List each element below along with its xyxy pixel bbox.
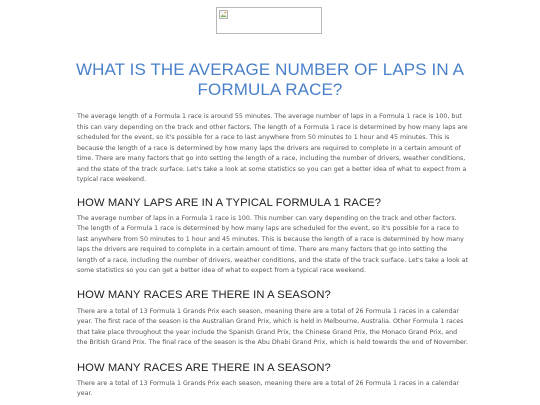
section-paragraph: There are a total of 13 Formula 1 Grands Prix each season, meaning there are a total of 26 Formula 1 races in a calendar year.: [77, 379, 460, 397]
section-paragraph: There are a total of 13 Formula 1 Grands Prix each season, meaning there are a total of 26 Formula 1 races in a calendar year. The first race of the season is the Australian Grand Prix, which is held in Melbourne, Australia. Other Formula 1 races that take place throughout the year include the Spanish Grand Prix, the Chinese Grand Prix, the Monaco Grand Prix, and the British Grand Prix. The final race of the season is the Abu Dhabi Grand Prix, which is held towards the end of November.: [77, 307, 468, 346]
site-logo[interactable]: [216, 7, 322, 34]
page-title: WHAT IS THE AVERAGE NUMBER OF LAPS IN A FORMULA RACE?: [75, 60, 465, 99]
intro-paragraph: The average length of a Formula 1 race is around 55 minutes. The average number of laps in a Formula 1 race is 100, but this can vary depending on the track and other factors. The length of a Formula 1 race is determined by how many laps are scheduled for the event, so it's possible for a race to last anywhere from 50 minutes to 1 hour and 45 minutes. This is because the length of a race is determined by how many laps the drivers are required to complete in a certain amount of time. There are many factors that go into setting the length of a race, including the number of drivers, weather conditions, and the state of the track surface. Let's take a look at some statistics so you can get a better idea of what to expect from a typical race weekend.: [77, 113, 468, 183]
section-heading: HOW MANY RACES ARE THERE IN A SEASON?: [77, 361, 331, 374]
article-body: [77, 112, 468, 400]
section-heading: HOW MANY RACES ARE THERE IN A SEASON?: [77, 288, 331, 301]
section-heading: HOW MANY LAPS ARE IN A TYPICAL FORMULA 1 RACE?: [77, 196, 382, 209]
section-paragraph: The average number of laps in a Formula 1 race is 100. This number can vary depending on the track and other factors. The length of a Formula 1 race is determined by how many laps are scheduled for the event, so it's possible for a race to last anywhere from 50 minutes to 1 hour and 45 minutes. This is because the length of a race is determined by how many laps the drivers are required to complete in a certain amount of time. There are many factors that go into setting the length of a race, including the number of drivers, weather conditions, and the state of the track surface. Let's take a look at some statistics so you can get a better idea of what to expect from a typical race weekend.: [77, 214, 468, 274]
broken-image-icon: [219, 10, 228, 19]
